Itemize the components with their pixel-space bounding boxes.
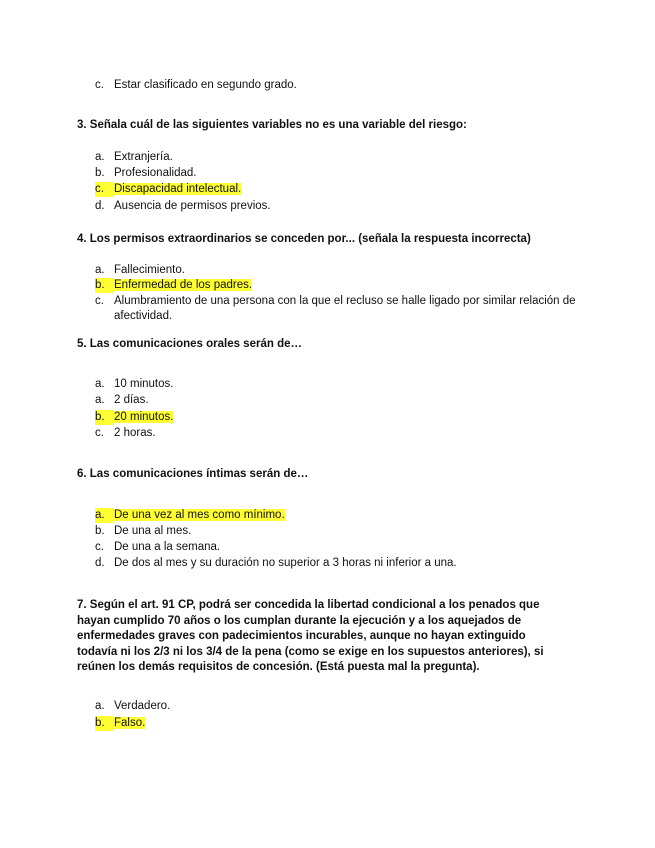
q6-option-a-highlighted <box>95 508 595 523</box>
option-letter: b. <box>95 716 114 731</box>
option-letter: c. <box>95 182 114 197</box>
option-text: Fallecimiento. <box>114 264 185 276</box>
option-text: Estar clasificado en segundo grado. <box>114 79 297 91</box>
q2-option-c <box>95 78 595 93</box>
option-letter: a. <box>95 394 105 406</box>
question-7-title: 7. Según el art. 91 CP, podrá ser concedida la libertad condicional a los penados que hayan cumplido 70 años o los cumplan durante la ejecución y a los aquejados de enfermedades graves con padecimientos incurables, aunque no hayan extinguido todavía ni los 2/3 ni los 3/4 de la pena (como se exige en los supuestos anteriores), si reúnen los demás requisitos de concesión. (Está puesta mal la pregunta). <box>77 599 544 673</box>
option-letter: c. <box>95 427 104 439</box>
q5-option-b-highlighted <box>95 410 595 425</box>
option-letter: b. <box>95 278 114 293</box>
option-text: De una a la semana. <box>114 541 221 553</box>
option-text: Discapacidad intelectual. <box>114 183 242 195</box>
q3-option-d <box>95 199 595 214</box>
q6-option-d <box>95 556 595 571</box>
option-letter: d. <box>95 557 105 569</box>
option-letter: d. <box>95 200 105 212</box>
question-4-title: 4. Los permisos extraordinarios se conceden por... (señala la respuesta incorrecta) <box>77 233 531 245</box>
option-letter: a. <box>95 264 105 276</box>
option-letter: a. <box>95 700 105 712</box>
q3-option-c-highlighted <box>95 182 595 197</box>
option-text: 2 horas. <box>114 427 156 439</box>
option-text: Alumbramiento de una persona con la que el recluso se halle ligado por similar relación de afectividad. <box>114 295 576 322</box>
q3-option-b <box>95 166 595 181</box>
option-text: De una vez al mes como mínimo. <box>114 509 285 521</box>
option-text: Extranjería. <box>114 151 173 163</box>
option-letter: b. <box>95 410 114 425</box>
option-letter: b. <box>95 525 105 537</box>
option-text: De una al mes. <box>114 525 192 537</box>
option-letter: a. <box>95 151 105 163</box>
option-letter: a. <box>95 378 105 390</box>
q5-option-a <box>95 377 595 392</box>
q7-option-a <box>95 699 595 714</box>
q3-option-a <box>95 150 595 165</box>
option-text: Profesionalidad. <box>114 167 197 179</box>
option-text: Enfermedad de los padres. <box>114 279 253 291</box>
option-text: De dos al mes y su duración no superior a 3 horas ni inferior a una. <box>114 557 457 569</box>
q7-option-b-highlighted <box>95 716 595 731</box>
option-letter: a. <box>95 508 114 523</box>
option-text: 10 minutos. <box>114 378 174 390</box>
question-5-title: 5. Las comunicaciones orales serán de… <box>77 338 302 350</box>
q4-option-b-highlighted <box>95 278 595 293</box>
option-letter: c. <box>95 541 104 553</box>
question-6-title: 6. Las comunicaciones íntimas serán de… <box>77 468 309 480</box>
q5-option-c <box>95 426 595 441</box>
option-text: 20 minutos. <box>114 411 174 423</box>
q5-option-a2 <box>95 393 595 408</box>
option-letter: c. <box>95 295 104 307</box>
q6-option-c <box>95 540 595 555</box>
q4-option-a <box>95 263 595 278</box>
q6-option-b <box>95 524 595 539</box>
option-letter: c. <box>95 79 104 91</box>
option-letter: b. <box>95 167 105 179</box>
option-text: Falso. <box>114 717 146 729</box>
option-text: Verdadero. <box>114 700 171 712</box>
option-text: 2 días. <box>114 394 149 406</box>
q4-option-c <box>95 294 595 324</box>
option-text: Ausencia de permisos previos. <box>114 200 271 212</box>
question-3-title: 3. Señala cuál de las siguientes variables no es una variable del riesgo: <box>77 119 467 131</box>
